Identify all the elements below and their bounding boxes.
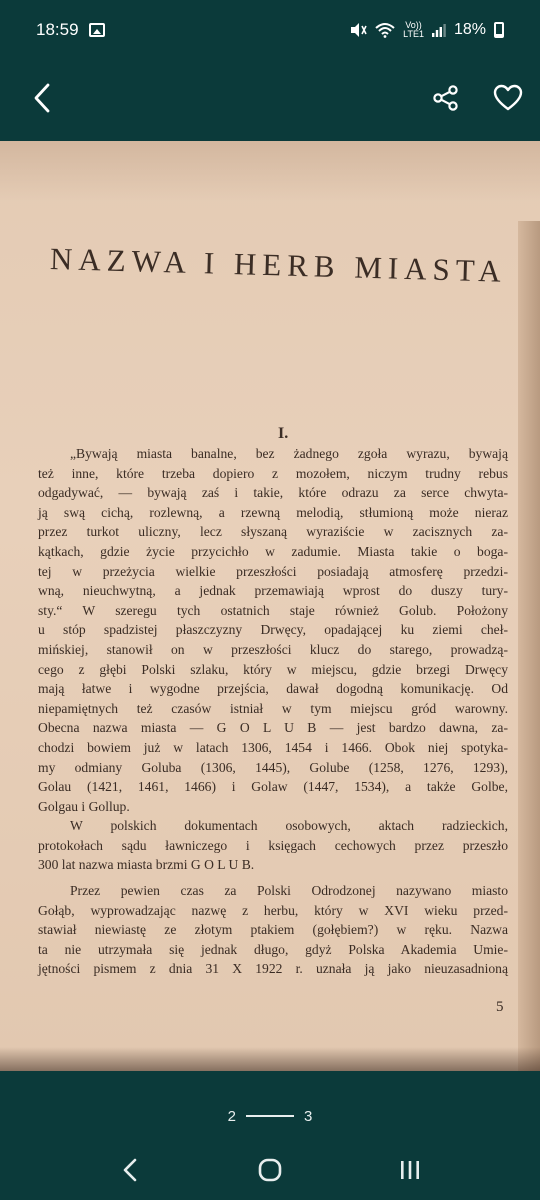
photo-shadow (0, 1047, 540, 1071)
back-button[interactable] (22, 76, 62, 120)
battery-percent: 18% (453, 21, 486, 38)
text-line: sty.“ W szeregu tych ostatnich staje również Golub. Położony (38, 602, 508, 618)
total-pages: 3 (304, 1107, 313, 1125)
text-line: Przez pewien czas za Polski Odrodzonej nazywano miasto (70, 883, 508, 899)
section-number: I. (278, 425, 289, 442)
battery-icon (494, 22, 504, 38)
mute-icon (349, 22, 367, 38)
signal-icon (432, 23, 446, 37)
nav-home-icon (257, 1157, 283, 1183)
text-line: my odmiany Goluba (1306, 1445), Golube (1258, 1276, 1293), (38, 759, 508, 775)
text-line: ta nie utrzymała się jednak długo, gdyż Polska Akademia Umie- (38, 941, 508, 957)
text-line: Golgau i Gollup. (38, 798, 130, 814)
page-number: 5 (496, 999, 504, 1015)
text-line: Obecna nazwa miasta — G O L U B — jest bardzo dawna, za- (38, 720, 508, 736)
text-line: 300 lat nazwa miasta brzmi G O L U B. (38, 857, 255, 873)
text-line: Golau (1421, 1461, 1466) i Golaw (1447, 1534), a także Golbe, (38, 779, 508, 795)
text-line: kątkach, gdzie życie przycichło w zadumie. Miasta takie o boga- (38, 543, 508, 559)
text-line: odgadywać, — bywają zaś i takie, które odrazu za serce chwyta- (38, 485, 508, 501)
nav-home-button[interactable] (240, 1148, 300, 1192)
text-line: też inne, które trzeba dopiero z mozołem, niczym trudny rebus (38, 465, 508, 481)
photo-viewer[interactable] (0, 141, 540, 1071)
pager-divider (246, 1115, 294, 1117)
share-icon (432, 84, 460, 112)
text-line: cego z głębi Polski szlaku, który w miejscu, gdzie brzegi Drwęcy (38, 661, 508, 677)
volte-label: Vo)) (405, 20, 422, 30)
text-line: niepamiętnych też czasów istniał w tym miejscu gród warowny. (38, 700, 508, 716)
status-time: 18:59 (36, 20, 79, 39)
text-line: stawiał niewiastę ze złotym ptakiem (gołębiem?) w ręku. Nazwa (38, 922, 508, 938)
text-line: mińskiej, stanowił on w przeszłości klucz do starego, prowadzą- (38, 641, 508, 657)
share-button[interactable] (426, 76, 466, 120)
page-heading: NAZWA I HERB MIASTA (49, 241, 508, 289)
system-navigation-bar (0, 1140, 540, 1200)
text-line: mają łatwe i wygodne przejścia, dawał dogodną komunikację. Od (38, 681, 508, 697)
gallery-notification-icon (89, 23, 105, 37)
page-shadow (0, 141, 540, 201)
text-line: ją swą cichą, rozlewną, a rzewną melodią, stłumioną może nieraz (38, 504, 508, 520)
text-line: u stóp spadzistej płaszczyzny Drwęcy, opadającej ku ziemi cheł- (38, 622, 508, 638)
text-line: chodzi bowiem już w latach 1306, 1454 i 1466. Obok niej spotyka- (38, 739, 508, 755)
page-text (38, 444, 508, 979)
text-line: przez turkot uliczny, lecz słyszaną wyraziście w zacisznych za- (38, 524, 508, 540)
text-line: tej w przeżycia wielkie przeszłości posiadają atmosferę przedzi- (38, 563, 508, 579)
favorite-button[interactable] (488, 76, 528, 120)
viewer-toolbar (0, 60, 540, 140)
nav-recents-button[interactable] (380, 1148, 440, 1192)
page-edge (518, 221, 540, 1071)
text-line: Gołąb, wyprowadzając nazwę z herbu, który w XVI wieku przed- (38, 902, 508, 918)
lte-label: LTE1 (403, 29, 424, 39)
heart-icon (493, 84, 523, 112)
text-line: protokołach sądu ławniczego i księgach cechowych przez przeszło (38, 837, 508, 853)
current-page: 2 (227, 1107, 236, 1125)
text-line: wną, nieuchwytną, a jednak przemawiają wprost do duszy tury- (38, 583, 508, 599)
nav-recents-icon (399, 1159, 421, 1181)
nav-back-button[interactable] (100, 1148, 160, 1192)
text-line: W polskich dokumentach osobowych, aktach radzieckich, (70, 818, 508, 834)
status-bar (0, 0, 540, 60)
wifi-icon (375, 22, 395, 38)
text-line: jętności pismem z dnia 31 X 1922 r. uznała ją jako nieuzasadnioną (38, 961, 508, 977)
page-indicator (0, 1104, 540, 1128)
text-line: „Bywają miasta banalne, bez żadnego zgoła wyrazu, bywają (70, 446, 508, 461)
chevron-left-icon (32, 82, 52, 114)
nav-back-icon (122, 1158, 138, 1182)
volte-indicator (403, 21, 424, 39)
